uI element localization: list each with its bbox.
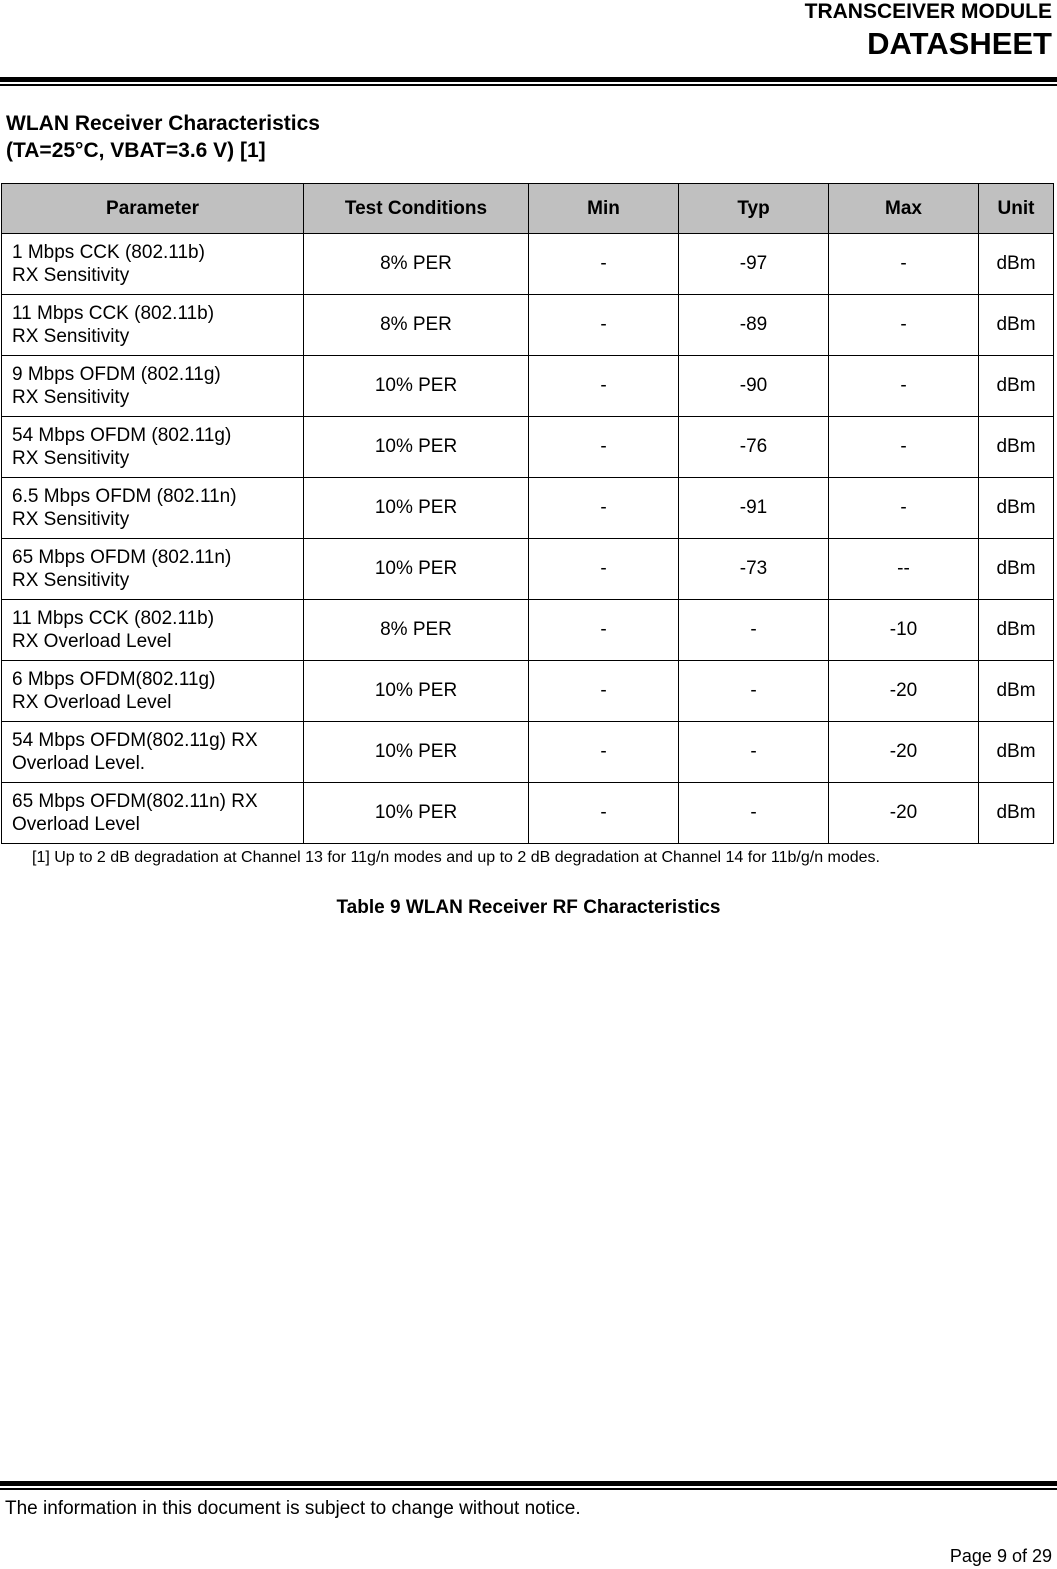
parameter-line: 6.5 Mbps OFDM (802.11n) [12, 486, 237, 507]
header-rule-thin [0, 84, 1057, 86]
table-row [2, 661, 1054, 722]
cell-typ: -97 [679, 234, 829, 295]
column-header-parameter: Parameter [2, 184, 304, 234]
cell-parameter [2, 417, 304, 478]
table-row [2, 722, 1054, 783]
cell-unit: dBm [979, 661, 1054, 722]
cell-unit: dBm [979, 539, 1054, 600]
cell-test-condition: 8% PER [304, 295, 529, 356]
parameter-line: RX Sensitivity [12, 265, 130, 286]
column-header-min: Min [529, 184, 679, 234]
cell-max: - [829, 295, 979, 356]
parameter-line: 11 Mbps CCK (802.11b) [12, 303, 215, 324]
cell-max: -20 [829, 661, 979, 722]
column-header-max: Max [829, 184, 979, 234]
parameter-line: 65 Mbps OFDM(802.11n) RX [12, 791, 258, 812]
parameter-line: RX Overload Level [12, 631, 172, 652]
cell-typ: - [679, 783, 829, 844]
cell-unit: dBm [979, 722, 1054, 783]
table-footnote: [1] Up to 2 dB degradation at Channel 13 for 11g/n modes and up to 2 dB degradation at Channel 14 for 11b/g/n modes. [32, 849, 880, 866]
parameter-line: RX Sensitivity [12, 509, 130, 530]
cell-parameter [2, 722, 304, 783]
table-row [2, 600, 1054, 661]
parameter-line: 65 Mbps OFDM (802.11n) [12, 547, 232, 568]
cell-typ: -76 [679, 417, 829, 478]
cell-test-condition: 10% PER [304, 661, 529, 722]
cell-unit: dBm [979, 356, 1054, 417]
parameter-line: 11 Mbps CCK (802.11b) [12, 608, 215, 629]
parameter-line: Overload Level. [12, 753, 146, 774]
cell-parameter [2, 295, 304, 356]
cell-min: - [529, 417, 679, 478]
column-header-unit: Unit [979, 184, 1054, 234]
parameter-line: RX Sensitivity [12, 448, 130, 469]
cell-typ: - [679, 661, 829, 722]
section-title-line2: (TA=25°C, VBAT=3.6 V) [1] [6, 139, 266, 162]
cell-unit: dBm [979, 295, 1054, 356]
cell-min: - [529, 722, 679, 783]
page-number: Page 9 of 29 [949, 1546, 1052, 1566]
cell-parameter [2, 661, 304, 722]
cell-test-condition: 10% PER [304, 417, 529, 478]
table-row [2, 539, 1054, 600]
cell-max: - [829, 417, 979, 478]
cell-min: - [529, 356, 679, 417]
cell-parameter [2, 539, 304, 600]
parameter-line: 9 Mbps OFDM (802.11g) [12, 364, 221, 385]
cell-max: - [829, 478, 979, 539]
cell-max: - [829, 234, 979, 295]
parameter-line: RX Sensitivity [12, 326, 130, 347]
cell-typ: - [679, 600, 829, 661]
cell-unit: dBm [979, 783, 1054, 844]
header-rule-thick [0, 77, 1057, 82]
table-body [2, 234, 1054, 844]
table-row [2, 356, 1054, 417]
parameter-line: Overload Level [12, 814, 140, 835]
table-row [2, 234, 1054, 295]
cell-min: - [529, 234, 679, 295]
cell-test-condition: 8% PER [304, 234, 529, 295]
cell-unit: dBm [979, 417, 1054, 478]
cell-typ: - [679, 722, 829, 783]
cell-typ: -73 [679, 539, 829, 600]
header-module-title: TRANSCEIVER MODULE [804, 0, 1052, 23]
cell-parameter [2, 234, 304, 295]
section-title [6, 110, 320, 164]
cell-typ: -90 [679, 356, 829, 417]
parameter-line: 54 Mbps OFDM (802.11g) [12, 425, 232, 446]
cell-max: - [829, 356, 979, 417]
parameter-line: 1 Mbps CCK (802.11b) [12, 242, 205, 263]
cell-test-condition: 10% PER [304, 356, 529, 417]
table-row [2, 478, 1054, 539]
cell-parameter [2, 600, 304, 661]
wlan-receiver-table [1, 183, 1054, 844]
table-header-row [2, 184, 1054, 234]
cell-max: -20 [829, 783, 979, 844]
table-caption: Table 9 WLAN Receiver RF Characteristics [336, 897, 721, 918]
cell-max: -20 [829, 722, 979, 783]
table-row [2, 417, 1054, 478]
cell-min: - [529, 295, 679, 356]
table-row [2, 783, 1054, 844]
cell-parameter [2, 783, 304, 844]
cell-test-condition: 10% PER [304, 478, 529, 539]
table-row [2, 295, 1054, 356]
cell-max: -- [829, 539, 979, 600]
parameter-line: RX Sensitivity [12, 570, 130, 591]
footer-rule-thin [0, 1488, 1057, 1490]
cell-min: - [529, 783, 679, 844]
header-datasheet-title: DATASHEET [867, 26, 1052, 61]
cell-min: - [529, 478, 679, 539]
parameter-line: 54 Mbps OFDM(802.11g) RX [12, 730, 258, 751]
cell-typ: -89 [679, 295, 829, 356]
cell-unit: dBm [979, 478, 1054, 539]
cell-min: - [529, 600, 679, 661]
footer-notice: The information in this document is subject to change without notice. [5, 1498, 581, 1519]
cell-parameter [2, 478, 304, 539]
parameter-line: 6 Mbps OFDM(802.11g) [12, 669, 216, 690]
cell-test-condition: 8% PER [304, 600, 529, 661]
cell-test-condition: 10% PER [304, 722, 529, 783]
cell-max: -10 [829, 600, 979, 661]
cell-unit: dBm [979, 600, 1054, 661]
cell-typ: -91 [679, 478, 829, 539]
parameter-line: RX Sensitivity [12, 387, 130, 408]
cell-min: - [529, 539, 679, 600]
column-header-test-conditions: Test Conditions [304, 184, 529, 234]
cell-unit: dBm [979, 234, 1054, 295]
cell-parameter [2, 356, 304, 417]
cell-test-condition: 10% PER [304, 539, 529, 600]
parameter-line: RX Overload Level [12, 692, 172, 713]
cell-test-condition: 10% PER [304, 783, 529, 844]
footer-rule-thick [0, 1481, 1057, 1486]
cell-min: - [529, 661, 679, 722]
column-header-typ: Typ [679, 184, 829, 234]
section-title-line1: WLAN Receiver Characteristics [6, 112, 320, 135]
